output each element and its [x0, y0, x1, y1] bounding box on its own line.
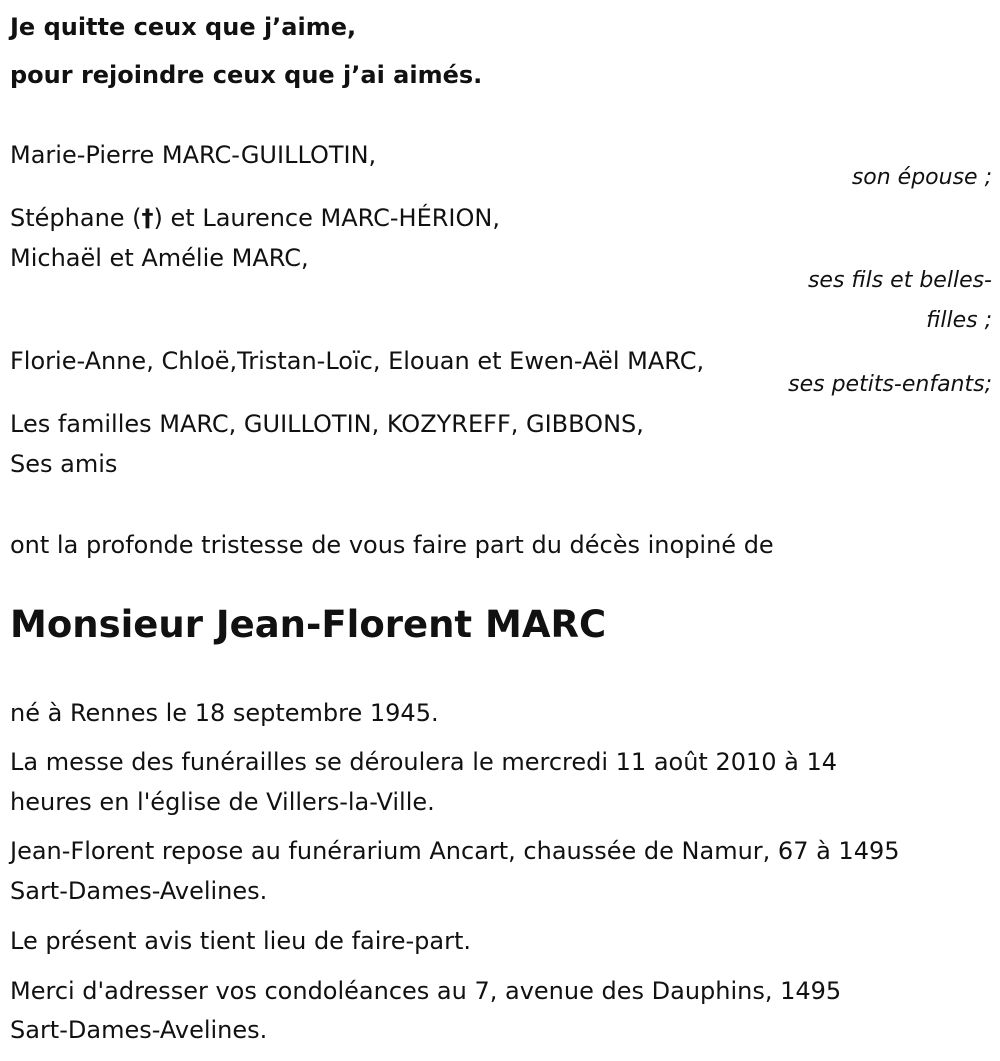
son-line-2: Michaël et Amélie MARC, [10, 244, 309, 272]
sons-relation-line-2: filles ; [926, 308, 992, 333]
spouse-relation: son épouse ; [851, 165, 992, 190]
son-line-1 [10, 203, 500, 233]
friends-line: Ses amis [10, 450, 118, 478]
condolences-line-1: Merci d'adresser vos condoléances au 7, avenue des Dauphins, 1495 [10, 977, 842, 1005]
mass-info-line-2: heures en l'église de Villers-la-Ville. [10, 788, 435, 816]
epigraph-line-2: pour rejoindre ceux que j’ai aimés. [10, 61, 483, 89]
birth-info: né à Rennes le 18 septembre 1945. [10, 699, 439, 727]
spouse-name: Marie-Pierre MARC-GUILLOTIN, [10, 141, 377, 169]
death-notice [10, 0, 992, 1061]
announcement-text: ont la profonde tristesse de vous faire part du décès inopiné de [10, 531, 774, 559]
son-line-1-end: ) et Laurence MARC-HÉRION, [153, 204, 500, 232]
deceased-name: Monsieur Jean-Florent MARC [10, 603, 607, 646]
sons-relation-line-1: ses fils et belles- [807, 268, 992, 293]
cross-icon: † [141, 204, 154, 232]
rest-info-line-1: Jean-Florent repose au funérarium Ancart, chaussée de Namur, 67 à 1495 [10, 837, 900, 865]
rest-info-line-2: Sart-Dames-Avelines. [10, 877, 268, 905]
grandchildren-relation: ses petits-enfants; [788, 372, 992, 397]
condolences-line-2: Sart-Dames-Avelines. [10, 1016, 268, 1044]
son-line-1-start: Stéphane ( [10, 204, 142, 232]
epigraph-line-1: Je quitte ceux que j’aime, [10, 13, 357, 41]
grandchildren-names: Florie-Anne, Chloë,Tristan-Loïc, Elouan et Ewen-Aël MARC, [10, 347, 705, 375]
families-line: Les familles MARC, GUILLOTIN, KOZYREFF, GIBBONS, [10, 410, 644, 438]
notice-text: Le présent avis tient lieu de faire-part. [10, 927, 472, 955]
mass-info-line-1: La messe des funérailles se déroulera le mercredi 11 août 2010 à 14 [10, 748, 838, 776]
